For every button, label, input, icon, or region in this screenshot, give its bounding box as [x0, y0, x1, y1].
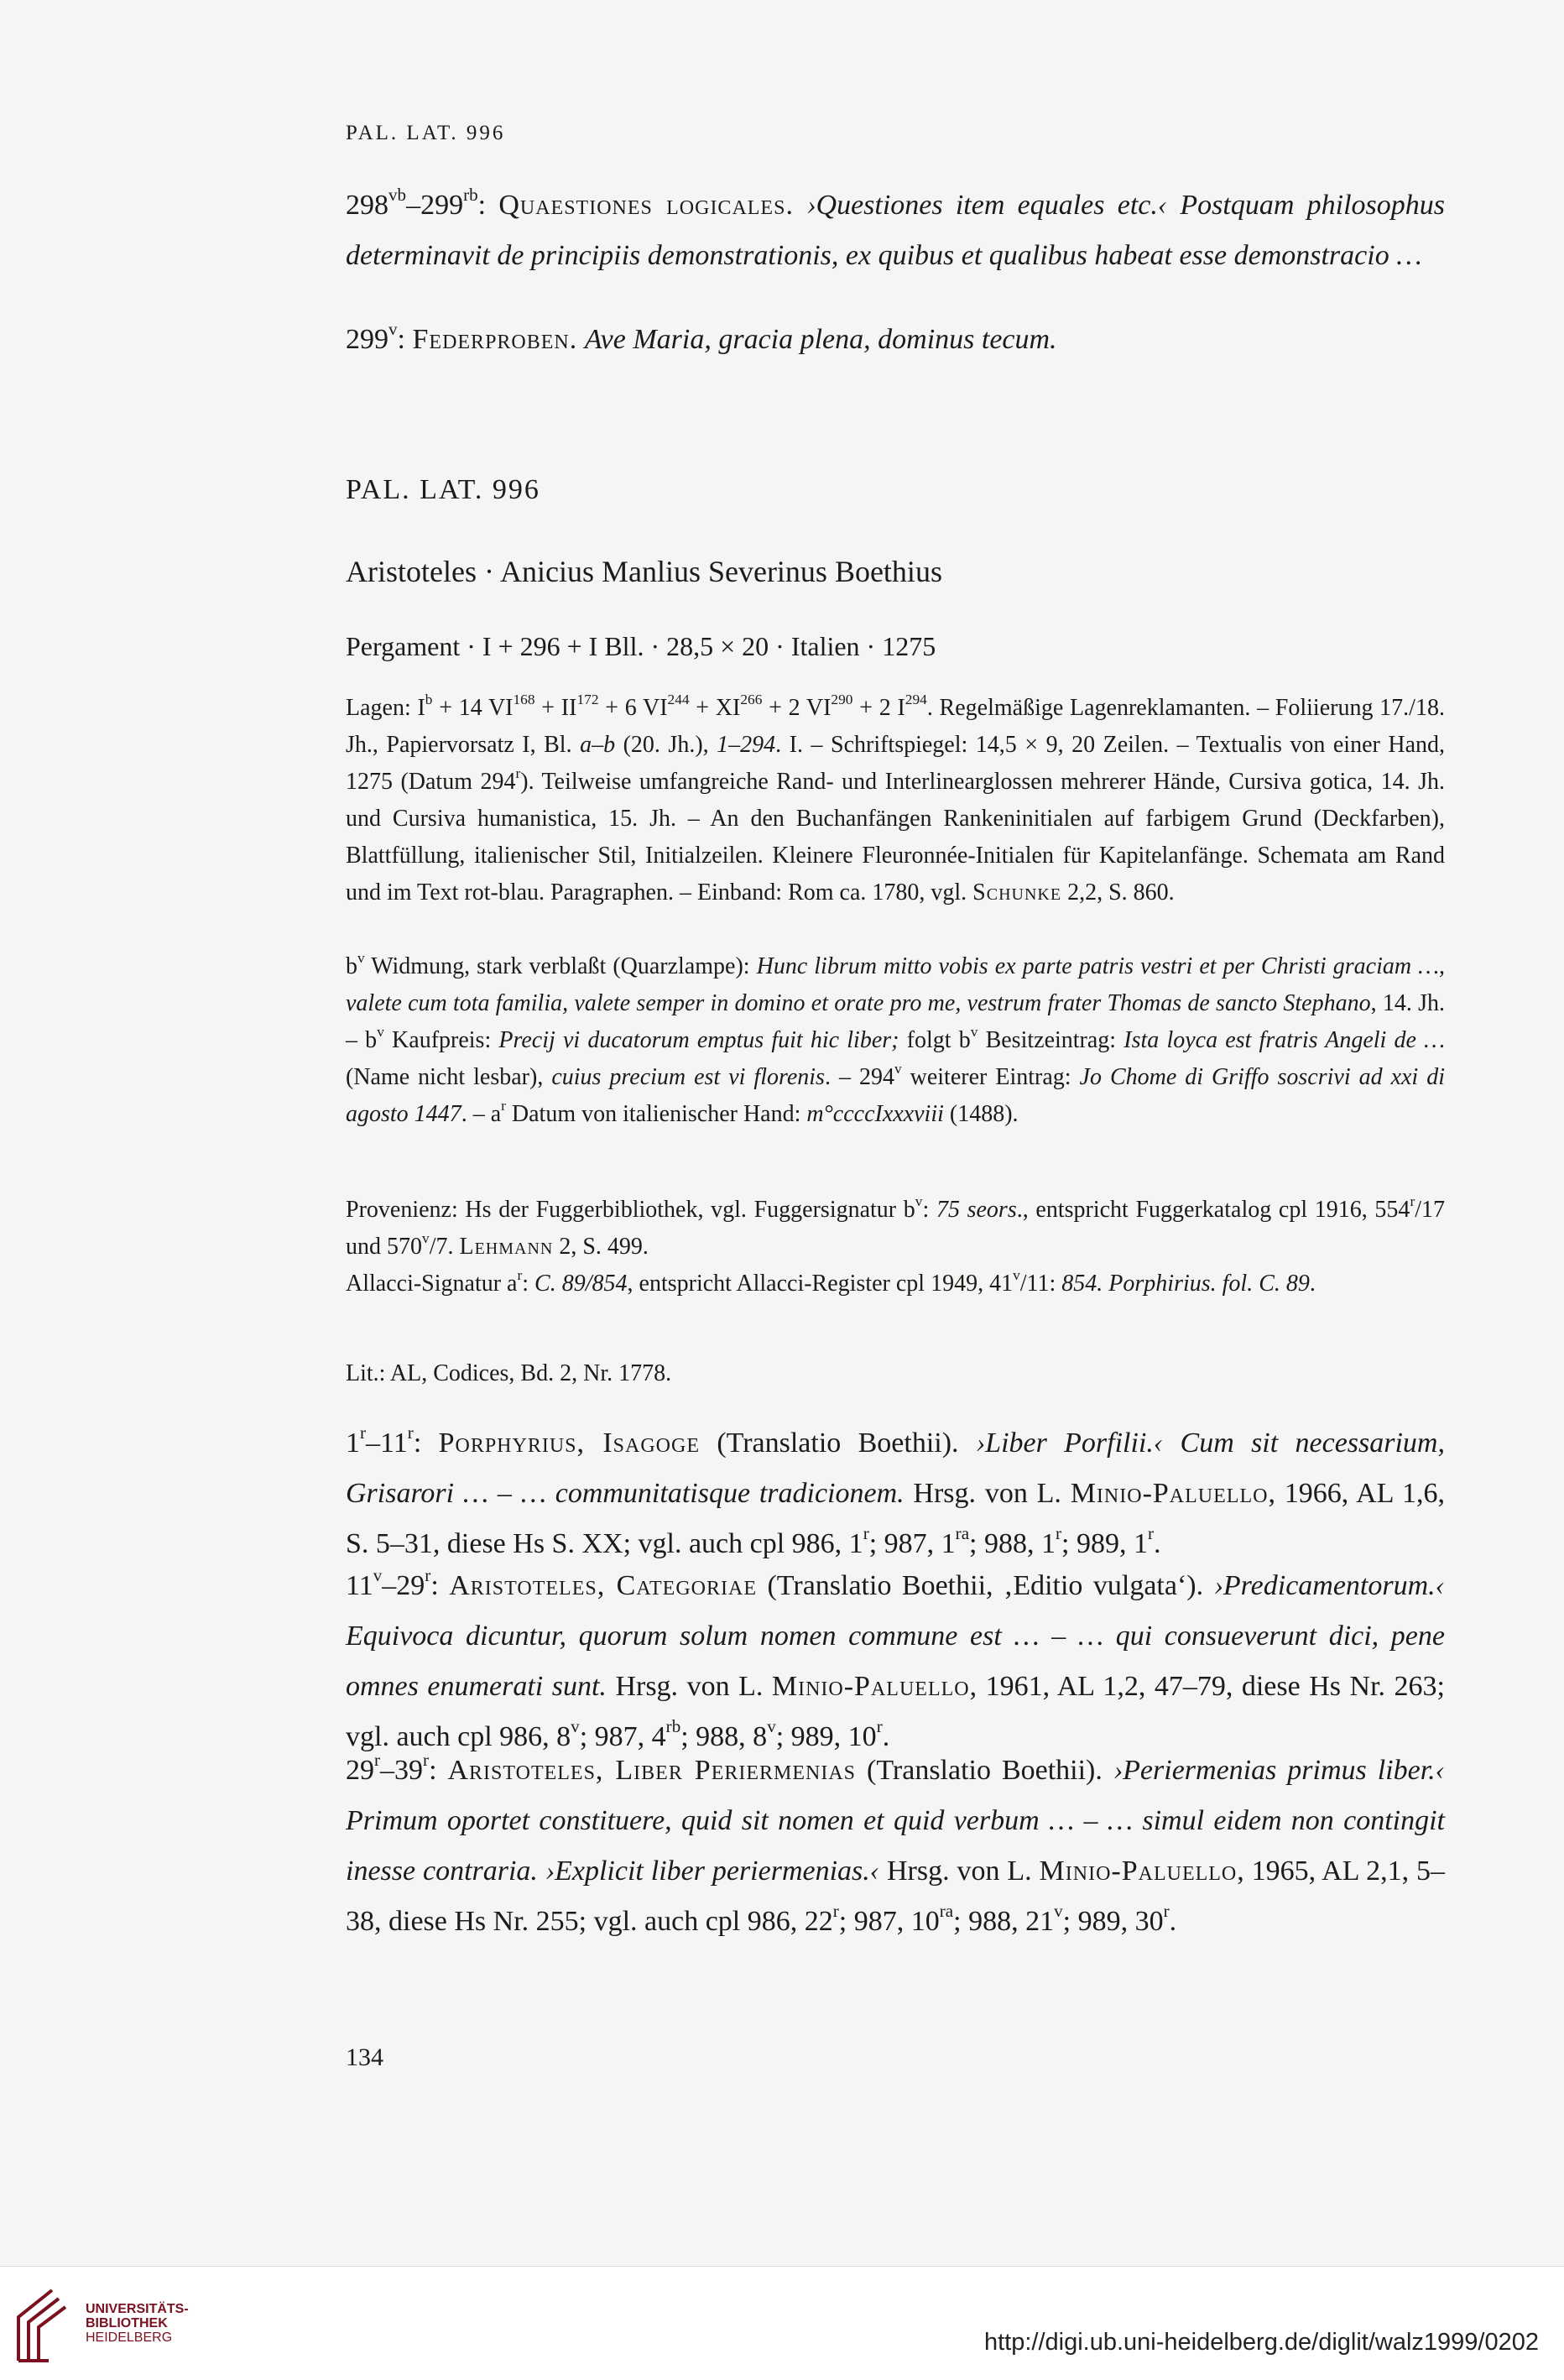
incipit: ›Questiones item equales etc.‹ Postquam philosophus determinavit de principiis demonstrationis, ex quibus et qualibus habeat esse demonstracio …: [346, 190, 1446, 271]
literature-line: Lit.: AL, Codices, Bd. 2, Nr. 1778.: [346, 1360, 672, 1386]
physical-summary: Pergament · I + 296 + I Bll. · 28,5 × 20 · Italien · 1275: [346, 631, 936, 661]
entry-periermenias: 29$^r$–39$^r$: Aristoteles, Liber Periermenias (Translatio Boethii). ›Periermenias primus liber.‹ Primum oportet constituere, quid sit nomen et quid verbum … – … simul eidem non contingit inesse contraria. ›Explicit liber periermenias.‹ Hrsg. von L. Minio-Paluello, 1965, AL 2,1, 5–38, diese Hs Nr. 255; vgl. auch cpl 986, 22$^r$; 987, $10^{ra}$; 988, 21$^v$; 989, 30$^r$.: [346, 1750, 1446, 1937]
running-head: PAL. LAT. 996: [346, 122, 506, 144]
shelfmark-heading: PAL. LAT. 996: [346, 474, 540, 505]
entry-title: Aristoteles, Categoriae: [449, 1570, 757, 1601]
entry-porphyrius: 1$^r$–11$^r$: Porphyrius, Isagoge (Translatio Boethii). ›Liber Porfilii.‹ Cum sit necessarium, Grisarori … – … communitatisque tradicionem. Hrsg. von L. Minio-Paluello, 1966, AL 1,6, S. 5–31, diese Hs S. XX; vgl. auch cpl 986, 1$^r$; 987, $1^{ra}$; 988, 1$^r$; 989, 1$^r$.: [346, 1422, 1445, 1559]
entry-title: Quaestiones logicales.: [498, 190, 794, 221]
page-number: 134: [346, 2043, 383, 2071]
entry-title: Aristoteles, Liber Periermenias: [447, 1755, 857, 1786]
entry-quaestiones: $298^{vb}-299^{rb}$: Quaestiones logicales. ›Questiones item equales etc.‹ Postquam philosophus determinavit de principiis demonstrationis, ex quibus et qualibus habeat esse demonstracio …: [346, 185, 1446, 271]
library-logo-icon: [12, 2283, 79, 2367]
widmung-paragraph: $b^v$ Widmung, stark verblaßt (Quarzlampe): Hunc librum mitto vobis ex parte patris vestri et per Christi graciam …, valete cum tota familia, valete semper in domino et orate pro me, vestrum frater Thomas de sancto Stephano, 14. Jh. – $b^v$ Kaufpreis: Precij vi ducatorum emptus fuit hic liber; folgt $b^v$ Besitzeintrag: Ista loyca est fratris Angeli de … (Name nicht lesbar), cuius precium est vi florenis. – 294$^v$ weiterer Eintrag: Jo Chome di Griffo soscrivi ad xxi di agosto 1447. – $a^r$ Datum von italienischer Hand: m°ccccIxxxviii (1488).: [346, 949, 1446, 1127]
provenienz-paragraph: Provenienz: Hs der Fuggerbibliothek, vgl. Fuggersignatur $b^v$: 75 seors., entspricht Fuggerkatalog cpl 1916, 554$^r$/17 und 570$^v$/7. Lehmann 2, S. 499.: [346, 1193, 1445, 1260]
entry-federproben: 299$^v$: Federproben. Ave Maria, gracia plena, dominus tecum.: [346, 319, 1057, 355]
lagen-paragraph: Lagen: $I^b + 14$ $VI^{168} + II^{172} + 6$ $VI^{244} + XI^{266} + 2$ $VI^{290} + 2$ $I^{294}$. Regelmäßige Lagenreklamanten. – Foliierung 17./18. Jh., Papiervorsatz I, Bl. a–b (20. Jh.), 1–294. I. – Schriftspiegel: 14,5 × 9, 20 Zeilen. – Textualis von einer Hand, 1275 (Datum 294$^r$). Teilweise umfangreiche Rand- und Interlinearglossen mehrerer Hände, Cursiva gotica, 14. Jh. und Cursiva humanistica, 15. Jh. – An den Buchanfängen Rankeninitialen auf farbigem Grund (Deckfarben), Blattfüllung, italienischer Stil, Initialzeilen. Kleinere Fleuronnée-Initialen für Kapitelanfänge. Schemata am Rand und im Text rot-blau. Paragraphen. – Einband: Rom ca. 1780, vgl. Schunke 2,2, S. 860.: [346, 691, 1446, 906]
folio-ref: 299: [346, 324, 388, 355]
entry-categoriae: 11$^v$–29$^r$: Aristoteles, Categoriae (Translatio Boethii, ‚Editio vulgata‘). ›Predicamentorum.‹ Equivoca dicuntur, quorum solum nomen commune est … – … qui consueverunt dici, pene omnes enumerati sunt. Hrsg. von L. Minio-Paluello, 1961, AL 1,2, 47–79, diese Hs Nr. 263; vgl. auch cpl 986, 8$^v$; 987, $4^{rb}$; 988, 8$^v$; 989, 10$^r$.: [346, 1565, 1445, 1752]
entry-title: Federproben.: [412, 324, 578, 355]
incipit: Ave Maria, gracia plena, dominus tecum.: [584, 324, 1057, 355]
footer-bar: [0, 2266, 1564, 2380]
allacci-paragraph: Allacci-Signatur $a^r$: C. 89/854, entspricht Allacci-Register cpl 1949, 41$^v$/11: 854. Porphirius. fol. C. 89.: [346, 1266, 1316, 1297]
folio-ref: 298: [346, 190, 388, 221]
library-name: UNIVERSITÄTS- BIBLIOTHEK HEIDELBERG: [86, 2302, 189, 2345]
authors-heading: Aristoteles · Anicius Manlius Severinus Boethius: [346, 555, 942, 588]
source-url-link[interactable]: http://digi.ub.uni-heidelberg.de/diglit/walz1999/0202: [983, 2329, 1539, 2356]
entry-title: Porphyrius, Isagoge: [438, 1427, 700, 1459]
